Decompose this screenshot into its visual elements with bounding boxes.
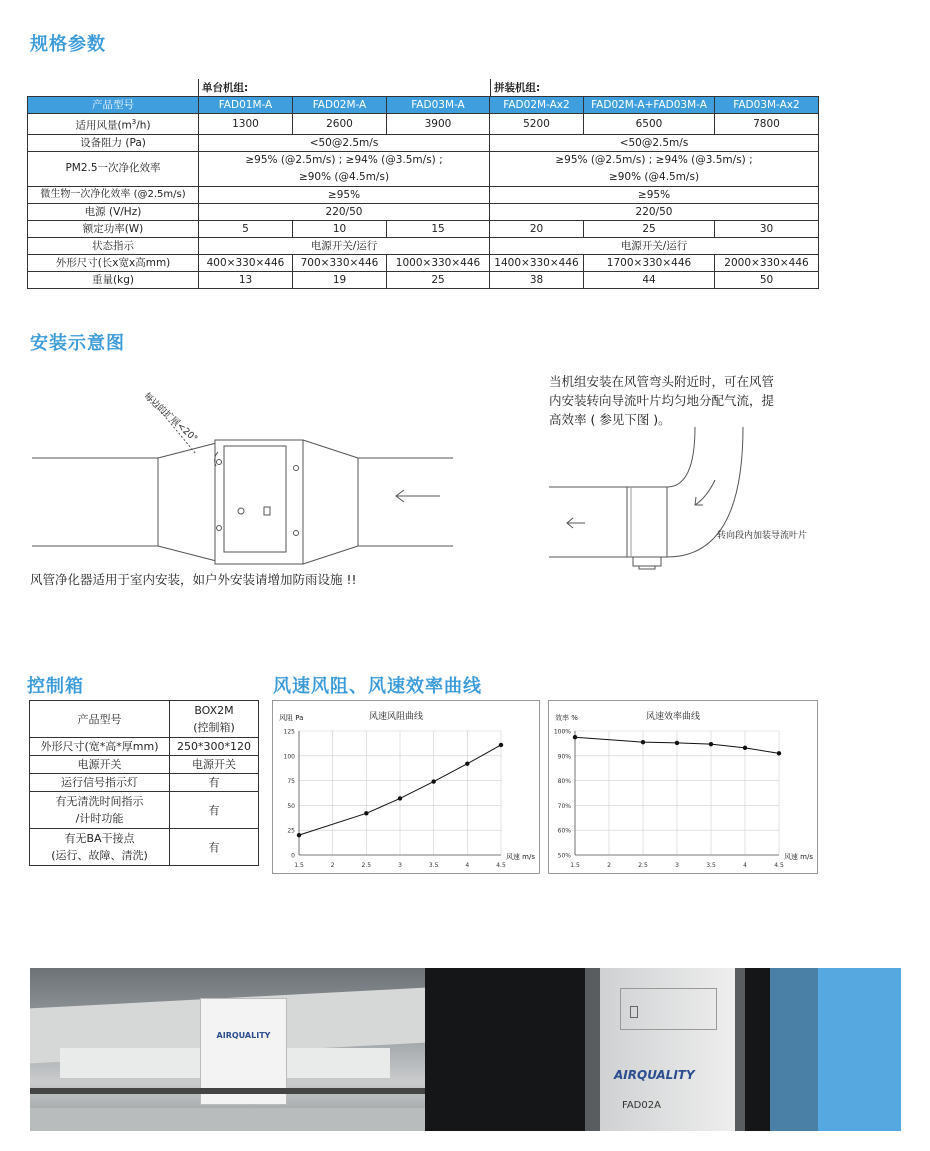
curves-section-title: 风速风阻、风速效率曲线 xyxy=(273,676,482,697)
y-axis-label: 风阻 Pa xyxy=(279,714,304,722)
y-tick-label: 0 xyxy=(291,852,295,860)
install-caption: 风管净化器适用于室内安装，如户外安装请增加防雨设施 !! xyxy=(30,572,357,587)
table-cell: 20 xyxy=(490,220,584,237)
table-cell: 有 xyxy=(170,829,259,866)
table-cell: 15 xyxy=(387,220,490,237)
row-label: 有无清洗时间指示 /计时功能 xyxy=(30,792,170,829)
table-row xyxy=(28,186,819,203)
table-cell: 220/50 xyxy=(199,203,490,220)
install-diagram xyxy=(28,378,458,568)
efficiency-chart xyxy=(549,701,817,873)
table-row xyxy=(28,220,819,237)
table-cell xyxy=(490,151,819,186)
table-row xyxy=(30,774,259,792)
table-cell: 3900 xyxy=(387,114,490,135)
chart-title: 风速风阻曲线 xyxy=(368,712,424,722)
table-cell: 220/50 xyxy=(490,203,819,220)
efficiency-chart-panel xyxy=(548,700,818,874)
group-single-label: 单台机组: xyxy=(202,82,249,94)
y-axis-label: 效率 % xyxy=(555,714,578,722)
table-row xyxy=(28,151,819,186)
x-tick-label: 1.5 xyxy=(570,862,580,869)
table-row xyxy=(28,134,819,151)
table-cell: 38 xyxy=(490,271,584,288)
table-cell: 19 xyxy=(293,271,387,288)
x-tick-label: 3.5 xyxy=(428,862,439,869)
data-point xyxy=(743,746,747,750)
table-cell: 25 xyxy=(584,220,715,237)
data-point xyxy=(573,735,577,739)
table-cell: 30 xyxy=(715,220,819,237)
y-tick-label: 90% xyxy=(557,753,571,761)
table-cell: ≥95% xyxy=(199,186,490,203)
brand-logo: AIRQUALITY xyxy=(614,1068,695,1082)
y-tick-label: 75 xyxy=(287,778,295,786)
pm-line1: ≥95% (@2.5m/s) ; ≥94% (@3.5m/s) ; xyxy=(245,153,443,166)
header-cell: FAD02M-A+FAD03M-A xyxy=(584,97,715,114)
table-cell: 电源开关 xyxy=(170,756,259,774)
y-tick-label: 100% xyxy=(553,728,571,736)
table-row xyxy=(28,237,819,254)
data-point xyxy=(641,740,645,744)
table-cell: 2000×330×446 xyxy=(715,254,819,271)
x-tick-label: 4 xyxy=(465,862,470,869)
table-cell: 400×330×446 xyxy=(199,254,293,271)
row-label: 额定功率(W) xyxy=(28,220,199,237)
row-label: 电源开关 xyxy=(30,756,170,774)
brand-logo: AIRQUALITY xyxy=(216,1031,271,1040)
row-label: 电源 (V/Hz) xyxy=(28,203,199,220)
table-cell: 250*300*120 xyxy=(170,738,259,756)
table-cell: <50@2.5m/s xyxy=(199,134,490,151)
stripe-dark xyxy=(770,968,818,1131)
table-cell: 1700×330×446 xyxy=(584,254,715,271)
table-cell: 电源开关/运行 xyxy=(199,237,490,254)
table-cell xyxy=(199,151,490,186)
table-cell: BOX2M (控制箱) xyxy=(170,701,259,738)
elbow-diagram xyxy=(545,425,835,575)
y-tick-label: 60% xyxy=(557,827,571,835)
model-label: FAD02A xyxy=(622,1100,661,1111)
x-tick-label: 2 xyxy=(330,862,335,869)
table-cell: 5200 xyxy=(490,114,584,135)
table-cell: 44 xyxy=(584,271,715,288)
stripe-light xyxy=(818,968,901,1131)
table-cell: 有 xyxy=(170,774,259,792)
table-cell: 1000×330×446 xyxy=(387,254,490,271)
purifier-unit xyxy=(600,968,735,1131)
pm-line2: ≥90% (@4.5m/s) xyxy=(608,170,700,183)
row-label: 外形尺寸(长x宽x高mm) xyxy=(28,254,199,271)
spec-table xyxy=(27,96,819,289)
table-cell: 7800 xyxy=(715,114,819,135)
y-tick-label: 70% xyxy=(557,802,571,810)
resistance-chart-panel xyxy=(272,700,540,874)
table-cell: 50 xyxy=(715,271,819,288)
table-row xyxy=(30,701,259,738)
x-tick-label: 1.5 xyxy=(294,862,304,869)
data-point xyxy=(297,833,301,837)
y-tick-label: 80% xyxy=(557,778,571,786)
chart-title: 风速效率曲线 xyxy=(645,712,701,722)
header-cell: 产品型号 xyxy=(28,97,199,114)
table-row xyxy=(30,756,259,774)
x-tick-label: 2.5 xyxy=(361,862,372,869)
row-label: 适用风量$(m^3/h)$ xyxy=(28,114,199,135)
table-row xyxy=(28,271,819,288)
table-cell: 13 xyxy=(199,271,293,288)
table-row xyxy=(30,792,259,829)
row-label: 运行信号指示灯 xyxy=(30,774,170,792)
install-note-line2: 内安装转向导流叶片均匀地分配气流，提 xyxy=(549,393,775,408)
data-point xyxy=(499,743,503,747)
row-label: 产品型号 xyxy=(30,701,170,738)
table-cell: 6500 xyxy=(584,114,715,135)
angle-label: 每边的扩展<20° xyxy=(141,391,199,445)
table-cell: 700×330×446 xyxy=(293,254,387,271)
x-tick-label: 4.5 xyxy=(496,862,506,869)
installed-photo-left xyxy=(30,968,425,1131)
header-cell: FAD02M-A xyxy=(293,97,387,114)
data-point xyxy=(465,762,469,766)
x-tick-label: 3 xyxy=(675,862,679,869)
table-cell: 1300 xyxy=(199,114,293,135)
x-tick-label: 4 xyxy=(743,862,747,869)
x-tick-label: 4.5 xyxy=(774,862,784,869)
table-row xyxy=(30,738,259,756)
header-cell: FAD01M-A xyxy=(199,97,293,114)
pm-line1: ≥95% (@2.5m/s) ; ≥94% (@3.5m/s) ; xyxy=(555,153,753,166)
header-cell: FAD03M-Ax2 xyxy=(715,97,819,114)
install-note-line3: 高效率 ( 参见下图 )。 xyxy=(549,412,671,427)
data-point xyxy=(709,742,713,746)
row-label: 重量(kg) xyxy=(28,271,199,288)
table-cell: ≥95% xyxy=(490,186,819,203)
table-row xyxy=(28,203,819,220)
table-cell: 有 xyxy=(170,792,259,829)
table-row xyxy=(28,114,819,135)
table-cell: <50@2.5m/s xyxy=(490,134,819,151)
y-tick-label: 50% xyxy=(557,852,571,860)
install-note-line1: 当机组安装在风管弯头附近时，可在风管 xyxy=(549,374,775,389)
table-cell: 1400×330×446 xyxy=(490,254,584,271)
data-point xyxy=(398,796,402,800)
group-combined-label: 拼装机组: xyxy=(494,82,541,94)
vane-label: 转向段内加装导流叶片 xyxy=(717,531,808,541)
row-label: 设备阻力 (Pa) xyxy=(28,134,199,151)
x-tick-label: 2 xyxy=(607,862,611,869)
row-label: PM2.5一次净化效率 xyxy=(28,151,199,186)
table-cell: 2600 xyxy=(293,114,387,135)
header-cell: FAD03M-A xyxy=(387,97,490,114)
table-cell: 10 xyxy=(293,220,387,237)
data-point xyxy=(675,741,679,745)
table-cell: 电源开关/运行 xyxy=(490,237,819,254)
x-tick-label: 3.5 xyxy=(706,862,716,869)
control-section-title: 控制箱 xyxy=(27,676,84,697)
data-point xyxy=(777,751,781,755)
pm-line2: ≥90% (@4.5m/s) xyxy=(298,170,390,183)
data-point xyxy=(364,811,368,815)
row-label: 外形尺寸(宽*高*厚mm) xyxy=(30,738,170,756)
x-tick-label: 3 xyxy=(398,862,402,869)
header-cell: FAD02M-Ax2 xyxy=(490,97,584,114)
data-point xyxy=(431,779,435,783)
row-label: 微生物一次净化效率 (@2.5m/s) xyxy=(28,186,199,203)
row-label: 有无BA干接点 (运行、故障、清洗) xyxy=(30,829,170,866)
table-row xyxy=(30,829,259,866)
table-row xyxy=(28,254,819,271)
y-tick-label: 25 xyxy=(287,827,295,835)
x-axis-label: 风速 m/s xyxy=(505,853,535,861)
y-tick-label: 125 xyxy=(283,728,295,736)
spec-header-row xyxy=(28,97,819,114)
resistance-chart xyxy=(273,701,539,873)
install-section-title: 安装示意图 xyxy=(30,333,125,354)
table-cell: 25 xyxy=(387,271,490,288)
x-tick-label: 2.5 xyxy=(638,862,648,869)
row-label: 状态指示 xyxy=(28,237,199,254)
installed-photo-right xyxy=(425,968,770,1131)
table-cell: 5 xyxy=(199,220,293,237)
y-tick-label: 100 xyxy=(283,753,295,761)
x-axis-label: 风速 m/s xyxy=(783,853,813,861)
spec-section-title: 规格参数 xyxy=(30,34,106,55)
control-table xyxy=(29,700,259,866)
y-tick-label: 50 xyxy=(287,802,295,810)
